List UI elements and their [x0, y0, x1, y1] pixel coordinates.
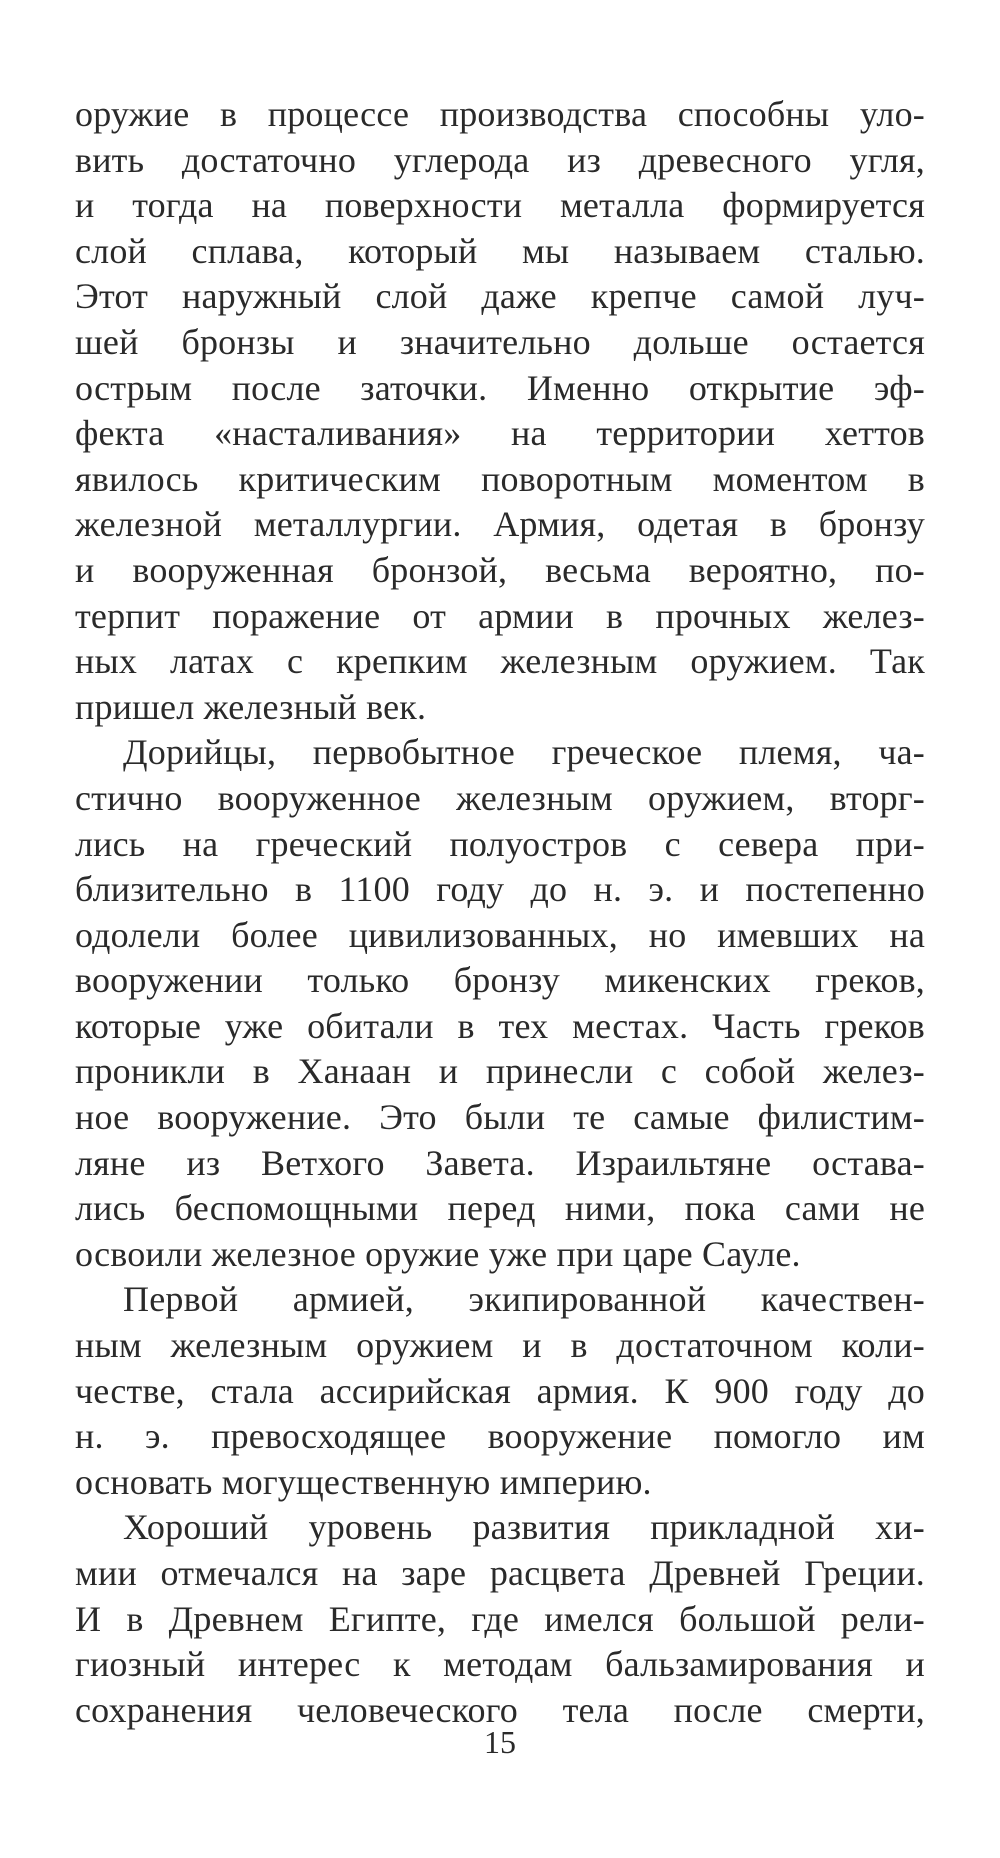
text-line: острым после заточки. Именно открытие эф- — [75, 367, 925, 408]
text-line: вооружении только бронзу микенских греков, — [75, 960, 925, 1001]
text-line: Хороший уровень развития прикладной хи- — [123, 1507, 925, 1548]
text-line: вить достаточно углерода из древесного угля, — [75, 139, 925, 180]
text-line: основать могущественную империю. — [75, 1461, 652, 1502]
text-line: фекта «насталивания» на территории хеттов — [75, 413, 925, 454]
text-line: гиозный интерес к методам бальзамирования и — [75, 1644, 925, 1685]
paragraph-1 — [75, 92, 925, 730]
text-line: терпит поражение от армии в прочных желез- — [75, 595, 925, 636]
text-line: ное вооружение. Это были те самые филистим- — [75, 1097, 925, 1138]
text-line: одолели более цивилизованных, но имевших на — [75, 914, 925, 955]
text-line: которые уже обитали в тех местах. Часть греков — [75, 1005, 925, 1046]
page-number: 15 — [484, 1724, 516, 1760]
text-line: Первой армией, экипированной качествен- — [123, 1279, 925, 1320]
text-line: явилось критическим поворотным моментом в — [75, 458, 925, 499]
text-line: проникли в Ханаан и принесли с собой желез- — [75, 1051, 925, 1092]
text-line: ным железным оружием и в достаточном коли- — [75, 1325, 925, 1366]
text-line: честве, стала ассирийская армия. К 900 году до — [75, 1370, 925, 1411]
text-line: пришел железный век. — [75, 686, 427, 727]
text-line: освоили железное оружие уже при царе Сауле. — [75, 1233, 801, 1274]
body-text — [75, 92, 925, 1733]
paragraph-2 — [75, 730, 925, 1277]
text-line: железной металлургии. Армия, одетая в бронзу — [75, 504, 925, 545]
text-line: ных латах с крепким железным оружием. Так — [75, 641, 925, 682]
text-line: сохранения человеческого тела после смерти, — [75, 1689, 925, 1730]
text-line: н. э. превосходящее вооружение помогло им — [75, 1416, 925, 1457]
text-line: Дорийцы, первобытное греческое племя, ча- — [123, 732, 925, 773]
text-line: лись беспомощными перед ними, пока сами не — [75, 1188, 925, 1229]
text-line: мии отмечался на заре расцвета Древней Греции. — [75, 1553, 925, 1593]
text-line: оружие в процессе производства способны уло- — [75, 94, 925, 134]
paragraph-3 — [75, 1277, 925, 1505]
text-line: ляне из Ветхого Завета. Израильтяне остава- — [75, 1142, 925, 1183]
text-line: близительно в 1100 году до н. э. и постепенно — [75, 869, 925, 910]
text-line: шей бронзы и значительно дольше остается — [75, 321, 925, 362]
text-line: и вооруженная бронзой, весьма вероятно, по- — [75, 549, 925, 590]
paragraph-4 — [75, 1505, 925, 1733]
text-line: Этот наружный слой даже крепче самой луч- — [75, 276, 925, 317]
text-line: стично вооруженное железным оружием, вторг- — [75, 777, 925, 818]
text-line: и тогда на поверхности металла формируется — [75, 185, 925, 226]
text-line: И в Древнем Египте, где имелся большой рели- — [75, 1598, 925, 1639]
text-line: слой сплава, который мы называем сталью. — [75, 230, 925, 271]
text-line: лись на греческий полуостров с севера при- — [75, 823, 925, 864]
